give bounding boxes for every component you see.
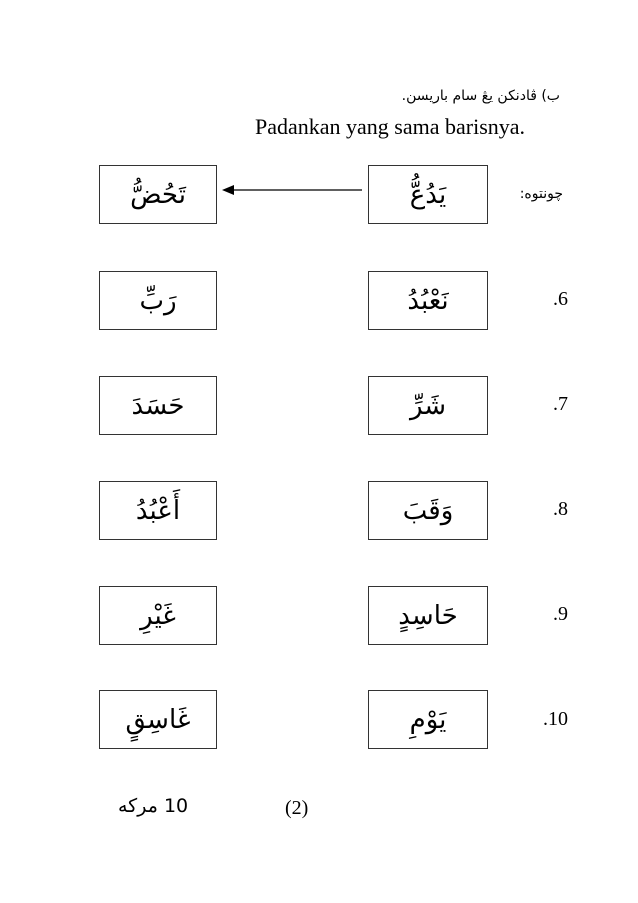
example-right-box bbox=[368, 165, 488, 224]
left-word-box[interactable] bbox=[99, 271, 217, 330]
left-word-box[interactable] bbox=[99, 690, 217, 749]
example-left-box bbox=[99, 165, 217, 224]
right-word-box[interactable] bbox=[368, 271, 488, 330]
total-marks: 10 مركه bbox=[118, 795, 189, 817]
left-word-box[interactable] bbox=[99, 376, 217, 435]
example-right-word: يَدُعُّ bbox=[409, 179, 447, 210]
example-arrow bbox=[222, 183, 362, 197]
question-number: .10 bbox=[543, 708, 568, 730]
left-word: رَبِّ bbox=[139, 285, 177, 316]
question-number: .9 bbox=[553, 603, 568, 625]
right-word: شَرِّ bbox=[409, 390, 447, 421]
right-word: يَوْمِ bbox=[409, 704, 447, 735]
right-word: حَاسِدٍ bbox=[398, 600, 458, 631]
left-word: أَعْبُدُ bbox=[135, 495, 181, 526]
left-word: غَاسِقٍ bbox=[125, 704, 191, 735]
instruction-rumi: Padankan yang sama barisnya. bbox=[255, 114, 526, 139]
example-left-word: تَحُضُّ bbox=[130, 179, 186, 210]
example-label: چونتوه: bbox=[519, 186, 563, 202]
left-word-box[interactable] bbox=[99, 586, 217, 645]
left-word: غَيْرِ bbox=[140, 600, 176, 631]
right-word: وَقَبَ bbox=[402, 495, 454, 526]
right-word-box[interactable] bbox=[368, 481, 488, 540]
right-word: نَعْبُدُ bbox=[407, 285, 449, 316]
question-number: .7 bbox=[553, 393, 568, 415]
question-number: .8 bbox=[553, 498, 568, 520]
instruction-jawi: ب) ڤادنكن يڠ سام باريسن. bbox=[401, 88, 560, 104]
question-number: .6 bbox=[553, 288, 568, 310]
right-word-box[interactable] bbox=[368, 376, 488, 435]
right-word-box[interactable] bbox=[368, 690, 488, 749]
left-word: حَسَدَ bbox=[131, 390, 185, 421]
right-word-box[interactable] bbox=[368, 586, 488, 645]
left-word-box[interactable] bbox=[99, 481, 217, 540]
marks-awarded: (2) bbox=[285, 797, 309, 819]
